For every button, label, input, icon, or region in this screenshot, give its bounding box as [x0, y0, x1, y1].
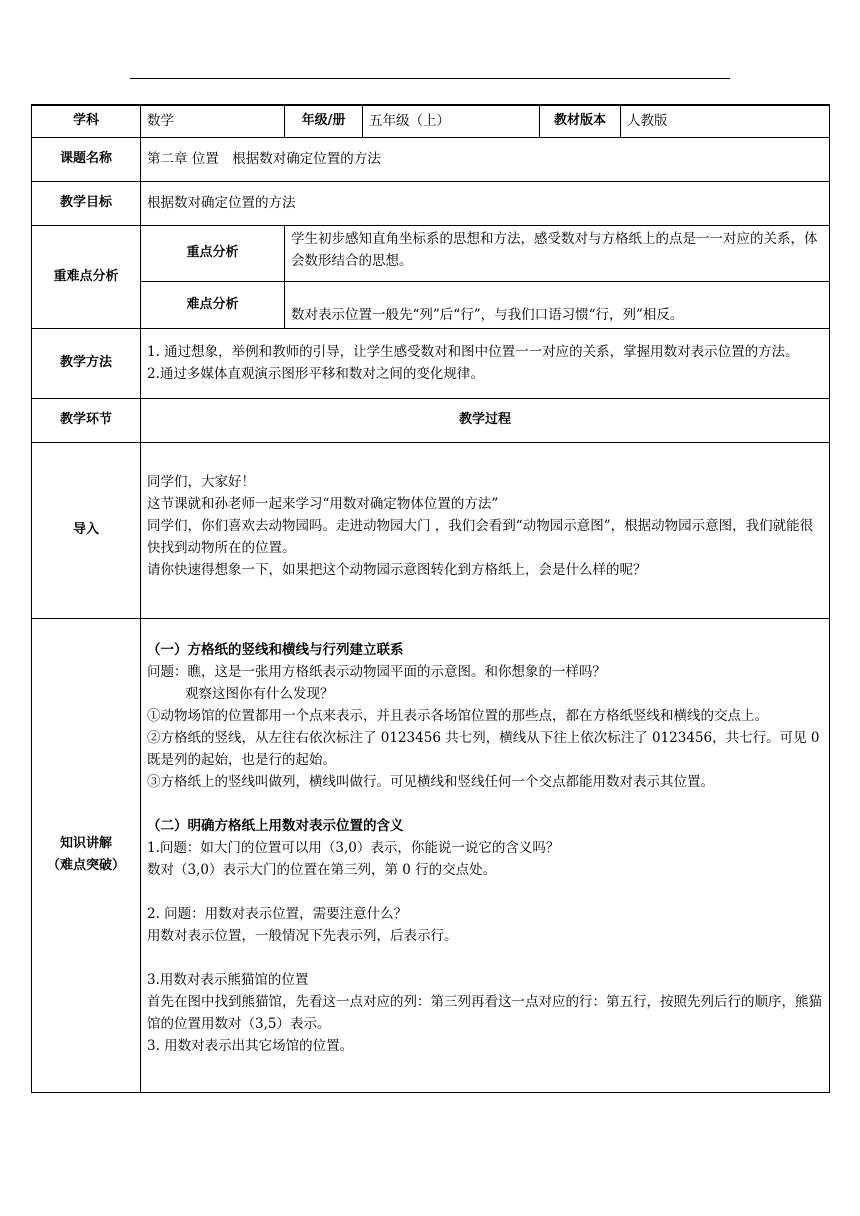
grade-label: 年级/册	[285, 105, 363, 137]
method-label: 教学方法	[32, 328, 141, 398]
goal-value: 根据数对确定位置的方法	[141, 181, 830, 225]
knowledge-label-line-2: （难点突破）	[46, 858, 125, 873]
row-goal	[32, 181, 830, 225]
row-difficult-point	[32, 281, 830, 328]
method-line-2: 2.通过多媒体直观演示图形平移和数对之间的变化规律。	[147, 366, 484, 382]
section-2-answer-1: 数对（3,0）表示大门的位置在第三列，第 0 行的交点处。	[147, 861, 497, 878]
difficult-point-value: 数对表示位置一般先“列”后“行”，与我们口语习惯“行，列”相反。	[285, 281, 830, 328]
row-topic	[32, 137, 830, 181]
knowledge-content	[141, 618, 830, 1092]
subject-label: 学科	[32, 105, 141, 137]
section-2-answer-2: 用数对表示位置，一般情况下先表示列，后表示行。	[147, 927, 458, 944]
method-content	[141, 328, 830, 398]
edition-label: 教材版本	[540, 105, 621, 137]
knowledge-label-line-1: 知识讲解	[59, 836, 112, 851]
edition-value: 人教版	[621, 105, 830, 137]
row-intro	[32, 442, 830, 618]
section-2-question-4: 3. 用数对表示出其它场馆的位置。	[147, 1037, 354, 1054]
row-subject	[32, 105, 830, 137]
topic-value: 第二章 位置 根据数对确定位置的方法	[141, 137, 830, 181]
difficult-point-label: 难点分析	[141, 281, 285, 328]
intro-label: 导入	[32, 442, 141, 618]
section-2-question-1: 1.问题：如大门的位置可以用（3,0）表示，你能说一说它的含义吗？	[147, 839, 560, 856]
key-difficult-label: 重难点分析	[32, 225, 141, 328]
row-knowledge	[32, 618, 830, 1092]
header-rule	[130, 78, 730, 79]
key-point-value: 学生初步感知直角坐标系的思想和方法，感受数对与方格纸上的点是一一对应的关系，体会数形结合的思想。	[285, 225, 830, 281]
section-1-point-1: ①动物场馆的位置都用一个点来表示，并且表示各场馆位置的那些点，都在方格纸竖线和横线的交点上。	[147, 707, 768, 724]
section-2-title: （二）明确方格纸上用数对表示位置的含义	[147, 817, 404, 834]
intro-line-4: 请你快速得想象一下，如果把这个动物园示意图转化到方格纸上，会是什么样的呢？	[147, 561, 647, 578]
row-method	[32, 328, 830, 398]
section-2-answer-3: 首先在图中找到熊猫馆，先看这一点对应的列：第三列再看这一点对应的行：第五行，按照先列后行的顺序，熊猫馆的位置用数对（3,5）表示。	[147, 993, 822, 1032]
topic-label: 课题名称	[32, 137, 141, 181]
row-key-point	[32, 225, 830, 281]
intro-content	[141, 442, 830, 618]
section-1-point-3: ③方格纸上的竖线叫做列，横线叫做行。可见横线和竖线任何一个交点都能用数对表示其位置。	[147, 773, 714, 790]
lesson-plan-table	[31, 104, 830, 1093]
subject-value: 数学	[141, 105, 285, 137]
intro-line-1: 同学们，大家好！	[147, 473, 255, 490]
process-header: 教学过程	[141, 398, 830, 442]
section-1-point-2: ②方格纸的竖线，从左往右依次标注了 0123456 共七列，横线从下往上依次标注了 0123456，共七行。可见 0 既是列的起始，也是行的起始。	[147, 729, 820, 768]
section-2-question-3: 3.用数对表示熊猫馆的位置	[147, 971, 309, 988]
section-1-question-2: 观察这图你有什么发现？	[185, 685, 334, 702]
row-process-header	[32, 398, 830, 442]
method-line-1: 1. 通过想象，举例和教师的引导，让学生感受数对和图中位置一一对应的关系，掌握用数对表示位置的方法。	[147, 344, 799, 360]
key-point-label: 重点分析	[141, 225, 285, 281]
section-1-question: 问题：瞧，这是一张用方格纸表示动物园平面的示意图。和你想象的一样吗？	[147, 663, 606, 680]
goal-label: 教学目标	[32, 181, 141, 225]
section-2-question-2: 2. 问题：用数对表示位置，需要注意什么？	[147, 905, 408, 922]
grade-value: 五年级（上）	[363, 105, 540, 137]
section-1-title: （一）方格纸的竖线和横线与行列建立联系	[147, 641, 404, 658]
intro-line-3: 同学们，你们喜欢去动物园吗。走进动物园大门 ，我们会看到“动物园示意图”，根据动物园示意图，我们就能很快找到动物所在的位置。	[147, 517, 814, 556]
process-stage-label: 教学环节	[32, 398, 141, 442]
intro-line-2: 这节课就和孙老师一起来学习“用数对确定物体位置的方法”	[147, 495, 499, 512]
knowledge-label	[32, 618, 141, 1092]
